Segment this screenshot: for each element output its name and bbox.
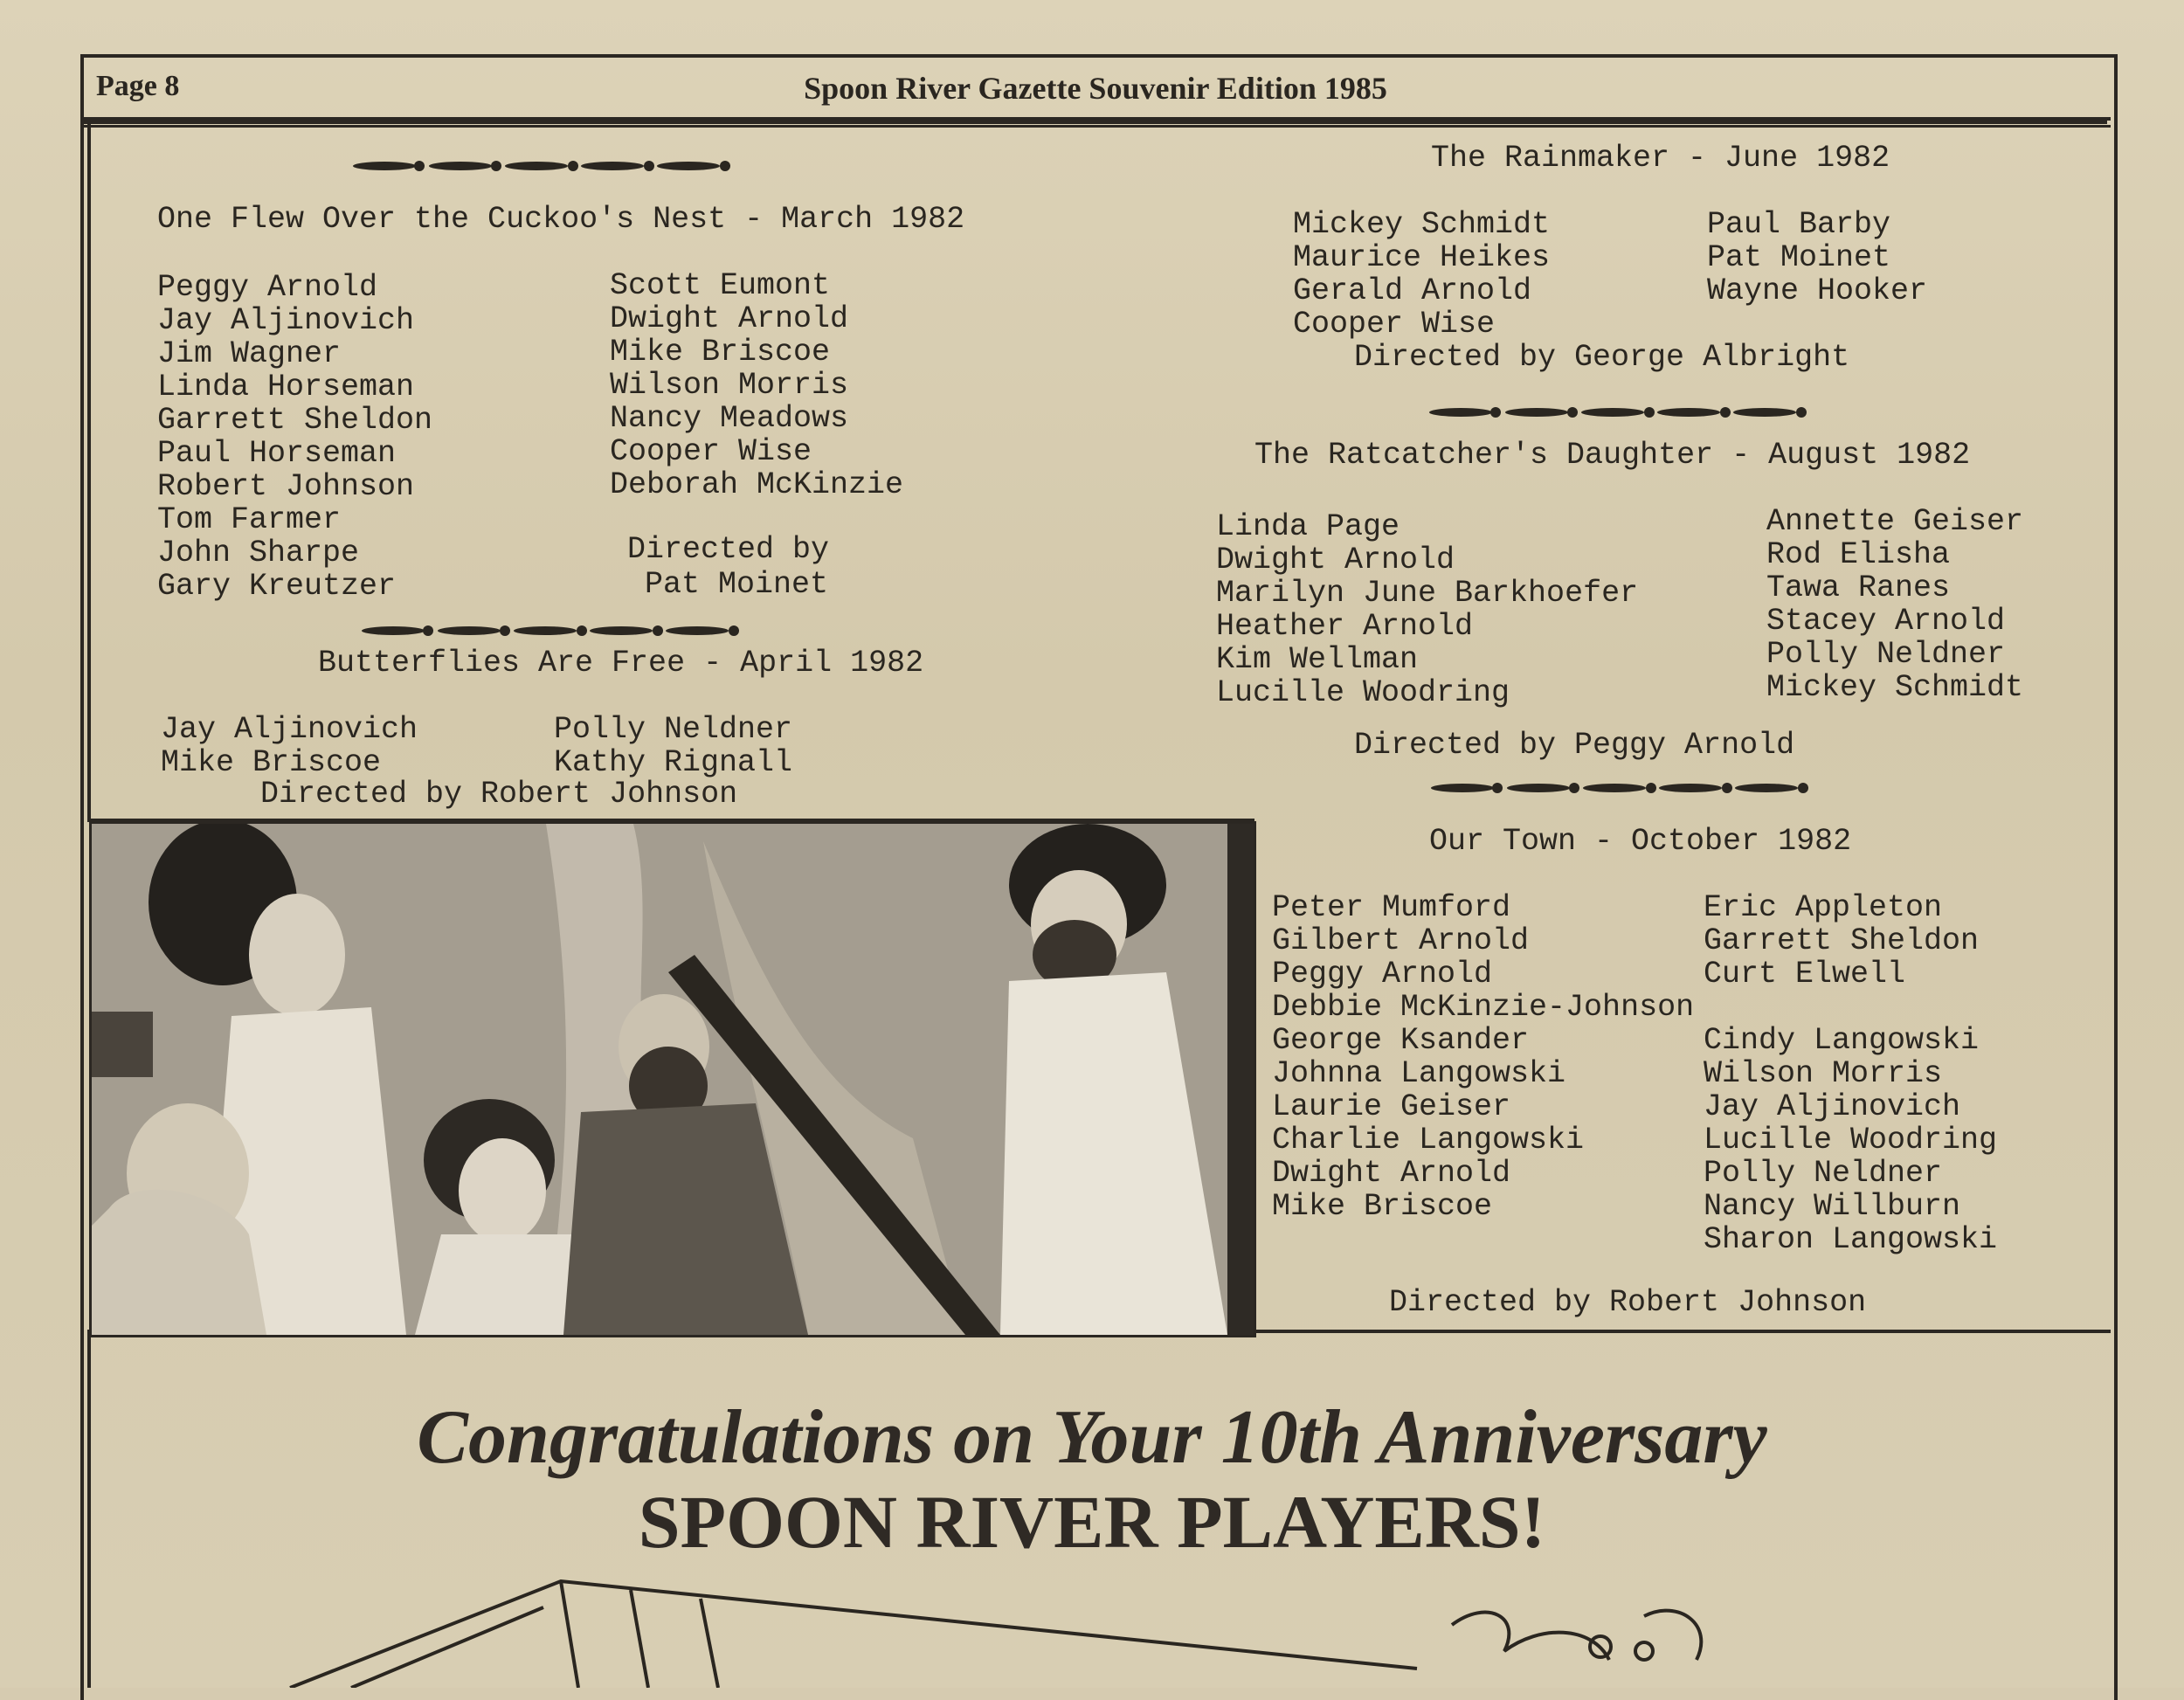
- director-credit: Directed by George Albright: [1354, 340, 1850, 375]
- cast-member: [1704, 991, 1997, 1024]
- cast-member: Mike Briscoe: [1272, 1189, 1493, 1224]
- cast-member: Wilson Morris: [1704, 1056, 1943, 1091]
- cast-member: Dwight Arnold: [1272, 1156, 1511, 1191]
- cast-member: Marilyn June Barkhoefer: [1216, 576, 1639, 611]
- cast-member: Dwight Arnold: [1216, 542, 1455, 577]
- cast-member: Jay Aljinovich: [161, 712, 418, 747]
- show-title-cuckoo: One Flew Over the Cuckoo's Nest - March 1982: [157, 202, 965, 237]
- cast-member: Heather Arnold: [1216, 609, 1474, 644]
- cast-member: Eric Appleton: [1704, 890, 1943, 925]
- cast-member: Lucille Woodring: [1704, 1123, 1998, 1158]
- directed-by-label: Directed by: [627, 532, 830, 567]
- cast-member: Tawa Ranes: [1766, 570, 1951, 605]
- cast-member: Cooper Wise: [1293, 307, 1496, 342]
- cast-member: Polly Neldner: [554, 712, 793, 747]
- cast-member: Annette Geiser: [1766, 504, 2024, 539]
- cast-list-ourtown-left: [1272, 891, 1694, 1223]
- cast-member: Nancy Willburn: [1704, 1189, 1961, 1224]
- cast-member: Peter Mumford: [1272, 890, 1511, 925]
- director-credit: Directed by Robert Johnson: [1389, 1285, 1867, 1320]
- cast-member: Gerald Arnold: [1293, 273, 1532, 308]
- show-title-ratcatcher: The Ratcatcher's Daughter - August 1982: [1254, 438, 1971, 473]
- cast-member: Mickey Schmidt: [1766, 670, 2024, 705]
- cast-photo: [89, 821, 1256, 1337]
- cast-member: Gilbert Arnold: [1272, 923, 1530, 958]
- cast-member: Sharon Langowski: [1704, 1222, 1998, 1257]
- left-column-rule: [87, 122, 91, 821]
- cast-member: Stacey Arnold: [1766, 604, 2006, 639]
- cast-list-cuckoo-right: [610, 269, 903, 501]
- page-number: Page 8: [96, 70, 180, 102]
- cast-member: Cindy Langowski: [1704, 1023, 1980, 1058]
- cast-member: Cooper Wise: [610, 434, 812, 469]
- ornament-divider: [1427, 779, 1812, 797]
- cast-member: Johnna Langowski: [1272, 1056, 1566, 1091]
- cast-member: Peggy Arnold: [1272, 957, 1493, 992]
- cast-member: Scott Eumont: [610, 268, 831, 303]
- cast-member: Charlie Langowski: [1272, 1123, 1585, 1158]
- cast-member: Curt Elwell: [1704, 957, 1906, 992]
- cast-member: Mike Briscoe: [610, 335, 831, 370]
- show-title-butterflies: Butterflies Are Free - April 1982: [318, 646, 924, 681]
- cast-member: Mike Briscoe: [161, 745, 382, 780]
- header-rule: [80, 125, 2111, 128]
- ad-subheadline: SPOON RIVER PLAYERS!: [638, 1480, 1546, 1564]
- cast-member: Wayne Hooker: [1707, 273, 1928, 308]
- cast-member: Rod Elisha: [1766, 537, 1951, 572]
- cast-member: Kathy Rignall: [554, 745, 793, 780]
- cast-member: Wilson Morris: [610, 368, 849, 403]
- cast-member: Linda Page: [1216, 509, 1400, 544]
- cast-list-cuckoo-left: [157, 271, 432, 603]
- cast-list-ratcatcher-left: [1216, 510, 1638, 709]
- cast-member: Polly Neldner: [1766, 637, 2006, 672]
- director-credit: Directed by Peggy Arnold: [1354, 728, 1795, 763]
- cast-member: Paul Horseman: [157, 436, 397, 471]
- cast-member: Peggy Arnold: [157, 270, 378, 305]
- cast-list-rainmaker-left: [1293, 208, 1550, 341]
- cast-list-butterflies-left: [161, 713, 418, 779]
- cast-member: Pat Moinet: [1707, 240, 1891, 275]
- cast-member: Kim Wellman: [1216, 642, 1419, 677]
- ornament-divider: [1426, 404, 1810, 421]
- cast-member: Nancy Meadows: [610, 401, 849, 436]
- cast-member: Debbie McKinzie-Johnson: [1272, 990, 1695, 1025]
- cast-member: Lucille Woodring: [1216, 675, 1510, 710]
- cast-member: Maurice Heikes: [1293, 240, 1551, 275]
- cast-member: Robert Johnson: [157, 469, 415, 504]
- cast-member: Jim Wagner: [157, 336, 342, 371]
- cast-member: Tom Farmer: [157, 502, 342, 537]
- cast-member: Mickey Schmidt: [1293, 207, 1551, 242]
- publication-title: Spoon River Gazette Souvenir Edition 1985: [804, 71, 1387, 106]
- barn-illustration: [89, 1564, 2107, 1688]
- cast-member: Gary Kreutzer: [157, 569, 397, 604]
- cast-member: Linda Horseman: [157, 370, 415, 404]
- ornament-divider: [358, 622, 743, 639]
- cast-list-rainmaker-right: [1707, 208, 1927, 308]
- cast-member: Garrett Sheldon: [1704, 923, 1980, 958]
- cast-member: Paul Barby: [1707, 207, 1891, 242]
- page-header: [80, 54, 2111, 121]
- cast-member: Laurie Geiser: [1272, 1089, 1511, 1124]
- cast-member: Deborah McKinzie: [610, 467, 904, 502]
- cast-member: Garrett Sheldon: [157, 403, 433, 438]
- cast-list-butterflies-right: [554, 713, 792, 779]
- director-name: Pat Moinet: [645, 567, 829, 602]
- cast-list-ourtown-right: [1704, 891, 1997, 1256]
- cast-member: Jay Aljinovich: [1704, 1089, 1961, 1124]
- show-title-rainmaker: The Rainmaker - June 1982: [1431, 141, 1890, 176]
- cast-member: Dwight Arnold: [610, 301, 849, 336]
- show-title-ourtown: Our Town - October 1982: [1429, 824, 1852, 859]
- cast-member: John Sharpe: [157, 536, 360, 570]
- cast-member: Jay Aljinovich: [157, 303, 415, 338]
- director-credit: Directed by Robert Johnson: [260, 777, 738, 812]
- ad-headline: Congratulations on Your 10th Anniversary: [417, 1395, 1767, 1480]
- cast-member: George Ksander: [1272, 1023, 1530, 1058]
- cast-member: Polly Neldner: [1704, 1156, 1943, 1191]
- cast-list-ratcatcher-right: [1766, 505, 2023, 704]
- ornament-divider: [349, 157, 734, 175]
